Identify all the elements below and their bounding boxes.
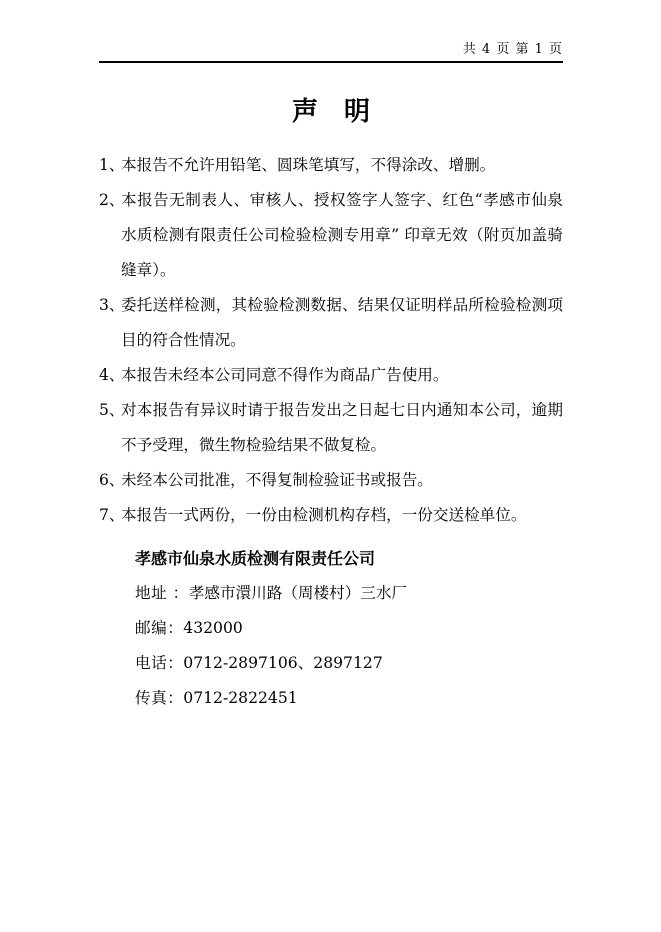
statement-item-7 — [99, 498, 563, 533]
address-value: 孝感市澴川路（周楼村）三水厂 — [188, 584, 408, 602]
statement-number: 4、 — [99, 366, 125, 384]
statement-item-6 — [99, 463, 563, 498]
statement-number: 5、 — [99, 401, 125, 419]
statement-text: 未经本公司批准，不得复制检验证书或报告。 — [121, 471, 433, 489]
phone-value: 0712-2897106、2897127 — [183, 654, 383, 672]
fax-label: 传真： — [135, 689, 184, 707]
statement-number: 6、 — [99, 471, 125, 489]
statement-number: 3、 — [99, 296, 125, 314]
statement-number: 2、 — [99, 191, 125, 209]
statement-list — [99, 148, 563, 533]
statement-text: 本报告未经本公司同意不得作为商品广告使用。 — [121, 366, 449, 384]
statement-text: 委托送样检测，其检验检测数据、结果仅证明样品所检验检测项目的符合性情况。 — [121, 296, 563, 349]
company-info — [135, 541, 563, 716]
phone-label: 电话： — [135, 654, 184, 672]
company-name: 孝感市仙泉水质检测有限责任公司 — [135, 549, 376, 568]
company-address-row — [135, 576, 563, 611]
company-phone-row — [135, 646, 563, 681]
statement-item-2 — [99, 183, 563, 288]
zip-value: 432000 — [183, 619, 243, 637]
statement-item-5 — [99, 393, 563, 463]
statement-text: 本报告一式两份，一份由检测机构存档，一份交送检单位。 — [121, 506, 527, 524]
company-zip-row — [135, 611, 563, 646]
zip-label: 邮编： — [135, 619, 184, 637]
statement-number: 7、 — [99, 506, 125, 524]
company-fax-row — [135, 681, 563, 716]
address-label: 地址 ： — [135, 584, 189, 602]
page-header — [99, 41, 563, 59]
statement-text: 本报告不允许用铅笔、圆珠笔填写，不得涂改、增删。 — [121, 156, 496, 174]
statement-text: 本报告无制表人、审核人、授权签字人签字、红色“孝感市仙泉水质检测有限责任公司检验检测专用章” 印章无效（附页加盖骑缝章）。 — [121, 191, 563, 279]
page-title: 声 明 — [291, 97, 370, 127]
fax-value: 0712-2822451 — [183, 689, 298, 707]
statement-item-3 — [99, 288, 563, 358]
statement-text: 对本报告有异议时请于报告发出之日起七日内通知本公司，逾期不予受理，微生物检验结果不做复检。 — [121, 401, 563, 454]
statement-item-1 — [99, 148, 563, 183]
statement-item-4 — [99, 358, 563, 393]
header-rule — [99, 61, 563, 63]
statement-number: 1、 — [99, 156, 125, 174]
page-number-text: 共 4 页 第 1 页 — [462, 42, 563, 57]
